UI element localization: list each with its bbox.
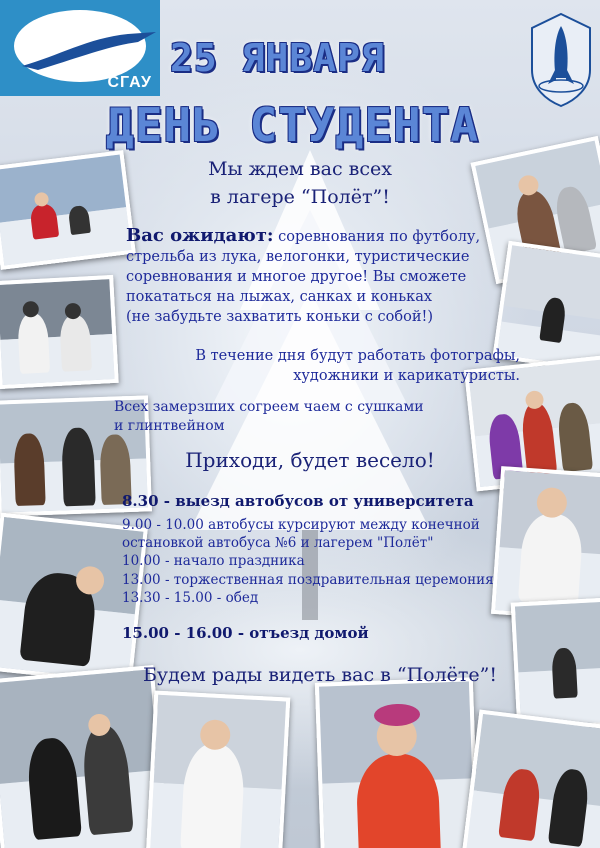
logo-abbreviation: СГАУ: [107, 74, 152, 91]
tea-text: [114, 398, 454, 436]
plane-swoosh-icon: [18, 26, 158, 72]
invite-line-2: в лагере “Полёт”!: [210, 186, 390, 208]
activities-text: [126, 226, 486, 327]
activities-line-4: покататься на лыжах, санках и коньках: [126, 289, 433, 305]
activities-line-2: стрельба из лука, велогонки, туристические: [126, 249, 470, 265]
schedule-list: [122, 516, 542, 607]
schedule-ceremony: 13.00 - торжественная поздравительная церемония: [122, 571, 494, 588]
photo-girl-white-hat: [146, 691, 291, 848]
artists-text: [180, 346, 520, 386]
activities-lead: Вас ожидают:: [126, 225, 274, 246]
schedule-lunch: 13.30 - 15.00 - обед: [122, 589, 259, 606]
schedule-start: 10.00 - начало праздника: [122, 553, 305, 570]
activities-line-3: соревнования и многое другое! Вы сможете: [126, 269, 467, 285]
schedule-return: 15.00 - 16.00 - отъезд домой: [122, 624, 369, 642]
sgau-logo: [0, 0, 160, 96]
photo-skiing-race: [462, 710, 600, 848]
activities-line-1: соревнования по футболу,: [278, 229, 481, 245]
event-title: ДЕНЬ СТУДЕНТА: [106, 98, 480, 152]
invite-line-1: Мы ждем вас всех: [208, 158, 392, 180]
schedule-departure: 8.30 - выезд автобусов от университета: [122, 492, 474, 510]
activities-line-5: (не забудьте захватить коньки с собой!): [126, 309, 433, 325]
artists-line-2: художники и карикатуристы.: [293, 368, 520, 384]
event-date: 25 ЯНВАРЯ: [170, 36, 385, 80]
schedule-shuttle-line-1: 9.00 - 10.00 автобусы курсируют между конечной: [122, 517, 480, 533]
photo-paintball: [0, 275, 119, 389]
fun-slogan: Приходи, будет весело!: [185, 448, 435, 472]
photo-dancing-group: [0, 665, 170, 848]
tea-line-1: Всех замерзших согреем чаем с сушками: [114, 399, 424, 415]
tea-line-2: и глинтвейном: [114, 418, 225, 434]
photo-sledding: [0, 150, 136, 270]
closing-line: Будем рады видеть вас в “Полёте”!: [142, 664, 498, 686]
artists-line-1: В течение дня будут работать фотографы,: [195, 348, 520, 364]
rocket-emblem-icon: [528, 12, 594, 108]
photo-girl-bagels: [315, 677, 479, 848]
schedule-shuttle-line-2: остановкой автобуса №6 и лагерем "Полёт": [122, 535, 434, 552]
